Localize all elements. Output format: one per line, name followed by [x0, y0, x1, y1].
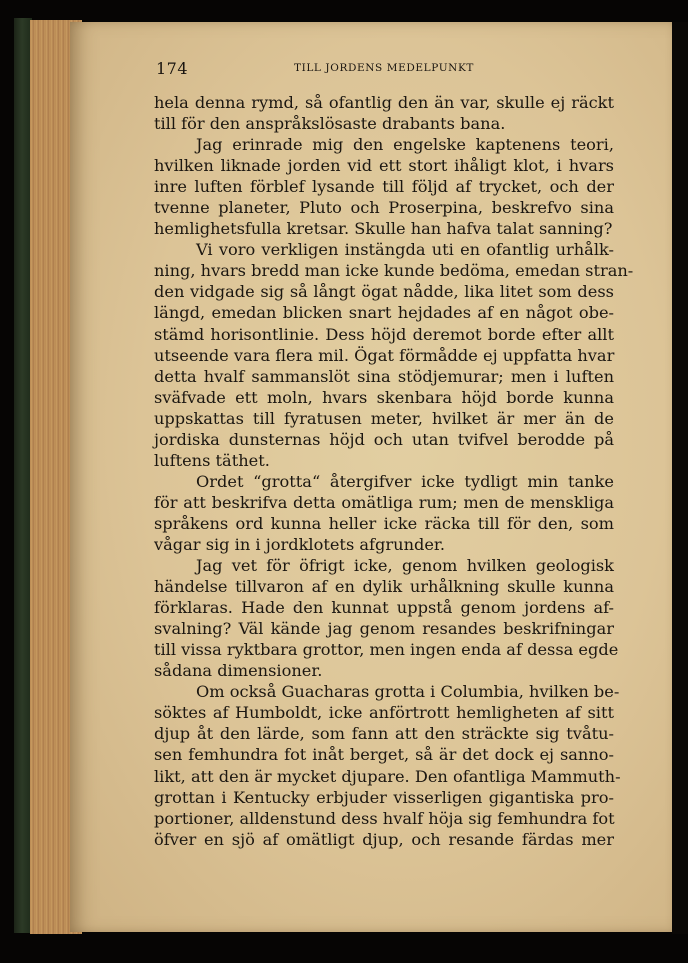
text-line: till vissa ryktbara grottor, men ingen enda af dessa egde [154, 640, 619, 660]
text-line: den vidgade sig så långt ögat nådde, lika litet som dess [154, 282, 614, 302]
text-line: jordiska dunsternas höjd och utan tvifvel berodde på [154, 429, 614, 449]
text-line: uppskattas till fyratusen meter, hvilket är mer än de [154, 408, 614, 428]
text-line: öfver en sjö af omätligt djup, och resande färdas mer [154, 829, 614, 849]
text-line: språkens ord kunna heller icke räcka till för den, som [154, 513, 614, 533]
text-line: djup åt den lärde, som fann att den sträckte sig tvåtu- [154, 724, 614, 744]
text-line: tvenne planeter, Pluto och Proserpina, beskrefvo sina [154, 198, 614, 218]
text-line: ning, hvars bredd man icke kunde bedöma, emedan stran- [154, 261, 634, 281]
running-head: TILL JORDENS MEDELPUNKT [294, 62, 474, 74]
text-line: grottan i Kentucky erbjuder visserligen gigantiska pro- [154, 787, 614, 807]
text-line: inre luften förblef lysande till följd af trycket, och der [154, 177, 614, 197]
page-header [156, 59, 614, 79]
text-line: för att beskrifva detta omätliga rum; men de menskliga [154, 492, 614, 512]
text-line: Jag vet för öfrigt icke, genom hvilken geologisk [196, 556, 614, 576]
text-line: händelse tillvaron af en dylik urhålkning skulle kunna [154, 577, 614, 597]
text-line: sådana dimensioner. [154, 661, 323, 681]
text-line: stämd horisontlinie. Dess höjd deremot borde efter allt [154, 324, 614, 344]
page-number: 174 [156, 59, 189, 78]
text-line: sen femhundra fot inåt berget, så är det dock ej sanno- [154, 745, 614, 765]
text-line: förklaras. Hade den kunnat uppstå genom jordens af- [154, 598, 614, 618]
text-line: Jag erinrade mig den engelske kaptenens teori, [196, 135, 614, 155]
text-line: hemlighetsfulla kretsar. Skulle han hafva talat sanning? [154, 219, 613, 239]
text-line: hela denna rymd, så ofantlig den än var, skulle ej räckt [154, 93, 614, 112]
body-text [154, 92, 634, 850]
text-line: Om också Guacharas grotta i Columbia, hvilken be- [196, 682, 620, 702]
text-line: Ordet “grotta“ återgifver icke tydligt min tanke [196, 471, 614, 491]
scan-right-edge [672, 22, 688, 934]
text-line: luftens täthet. [154, 450, 270, 470]
text-line: till för den anspråkslösaste drabants bana. [154, 114, 506, 134]
text-line: Vi voro verkligen instängda uti en ofantlig urhålk- [196, 240, 614, 260]
text-line: detta hvalf sammanslöt sina stödjemurar; men i luften [154, 366, 614, 386]
text-line: likt, att den är mycket djupare. Den ofantliga Mammuth- [154, 766, 621, 786]
text-line: längd, emedan blicken snart hejdades af en något obe- [154, 303, 614, 323]
text-line: portioner, alldenstund dess hvalf höja sig femhundra fot [154, 808, 615, 828]
text-line: svalning? Väl kände jag genom resandes beskrifningar [154, 619, 614, 639]
text-line: sväfvade ett moln, hvars skenbara höjd borde kunna [154, 387, 614, 407]
text-line: utseende vara flera mil. Ögat förmådde ej uppfatta hvar [154, 345, 615, 365]
text-line: vågar sig in i jordklotets afgrunder. [154, 534, 446, 554]
text-line: hvilken liknade jorden vid ett stort ihåligt klot, i hvars [154, 156, 614, 176]
text-line: söktes af Humboldt, icke anförtrott hemligheten af sitt [154, 703, 614, 723]
